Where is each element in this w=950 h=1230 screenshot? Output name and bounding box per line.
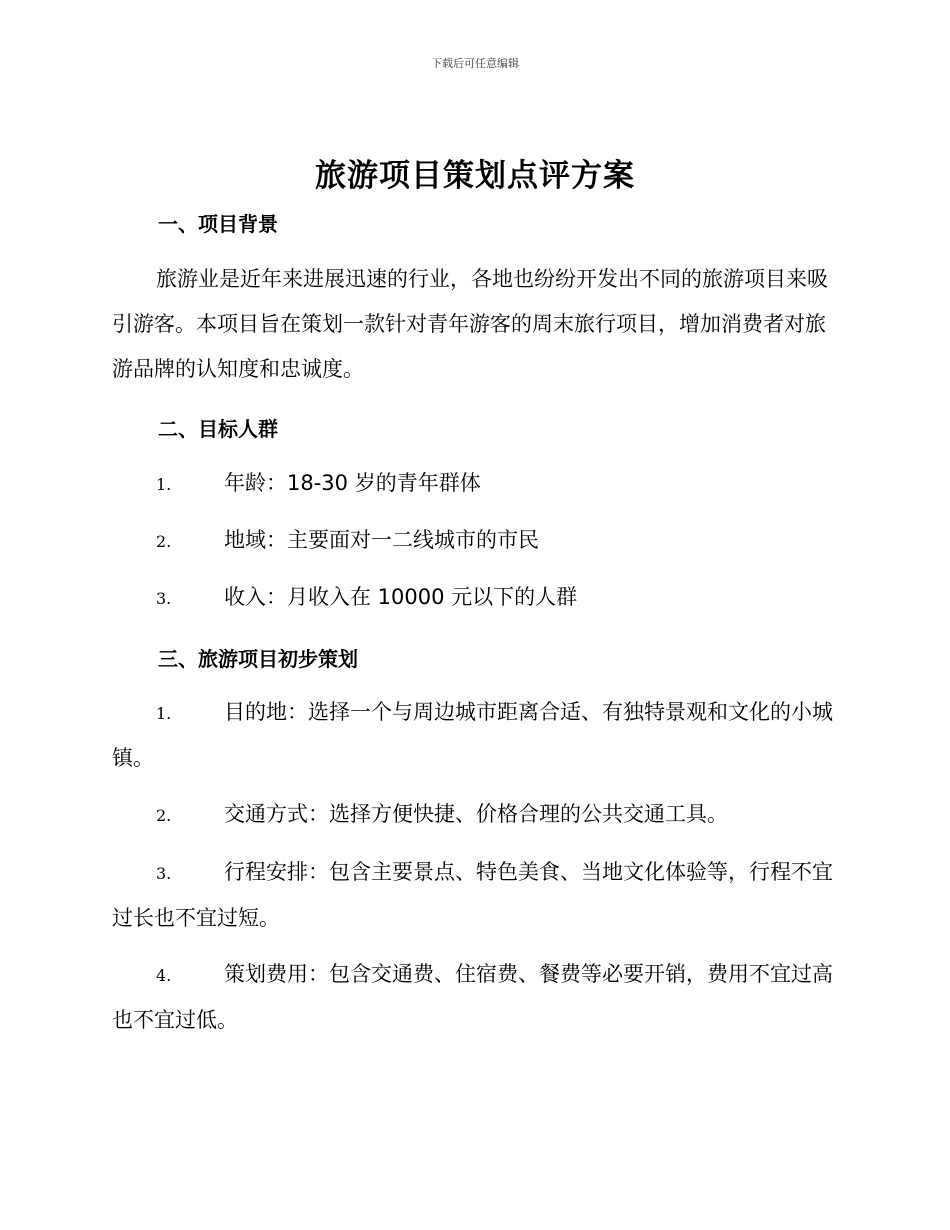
list-item xyxy=(112,518,837,564)
list-item-number: 1. xyxy=(156,704,172,723)
section-paragraph-background: 旅游业是近年来进展迅速的行业，各地也纷纷开发出不同的旅游项目来吸引游客。本项目旨在策划一款针对青年游客的周末旅行项目，增加消费者对旅游品牌的认知度和忠诚度。 xyxy=(112,267,828,381)
section-heading-target-audience: 二、目标人群 xyxy=(158,417,278,441)
list-item-number: 1. xyxy=(156,475,172,494)
list-item xyxy=(112,690,837,781)
list-item-text: 地域：主要面对一二线城市的市民 xyxy=(224,528,539,552)
list-item-number: 4. xyxy=(156,966,172,985)
header-note: 下载后可任意编辑 xyxy=(431,57,519,70)
list-item-text: 策划费用：包含交通费、住宿费、餐费等必要开销，费用不宜过高也不宜过低。 xyxy=(112,962,833,1032)
list-item-text: 行程安排：包含主要景点、特色美食、当地文化体验等，行程不宜过长也不宜过短。 xyxy=(112,860,833,930)
list-item-number: 3. xyxy=(156,589,172,608)
list-item xyxy=(112,575,837,621)
page-title: 旅游项目策划点评方案 xyxy=(315,158,635,194)
list-item-number: 2. xyxy=(156,806,172,825)
list-item xyxy=(112,792,837,838)
list-item-text: 目的地：选择一个与周边城市距离合适、有独特景观和文化的小城镇。 xyxy=(112,700,833,770)
section-heading-background: 一、项目背景 xyxy=(158,212,278,236)
list-item-number: 2. xyxy=(156,532,172,551)
list-item xyxy=(112,461,837,507)
list-item-text: 交通方式：选择方便快捷、价格合理的公共交通工具。 xyxy=(224,802,728,826)
list-item-number: 3. xyxy=(156,864,172,883)
list-item-text: 收入：月收入在 10000 元以下的人群 xyxy=(224,585,578,609)
list-item-text: 年龄：18-30 岁的青年群体 xyxy=(224,471,481,495)
list-item xyxy=(112,952,837,1043)
section-heading-initial-plan: 三、旅游项目初步策划 xyxy=(158,647,358,671)
list-item xyxy=(112,850,837,941)
